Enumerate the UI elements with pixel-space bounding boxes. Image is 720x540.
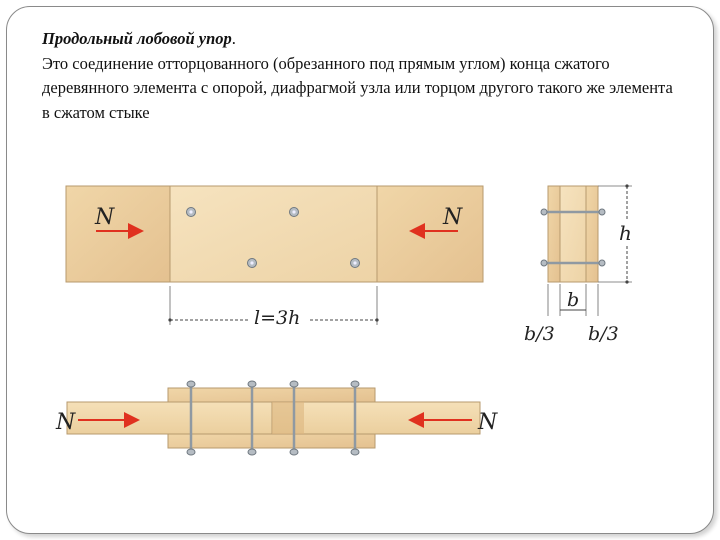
overlay-plate — [170, 186, 377, 282]
overlay-plate-top — [168, 388, 375, 402]
force-label-right: N — [443, 205, 463, 230]
right-beam-end — [377, 186, 483, 282]
force-label-left: N — [95, 205, 115, 230]
overlay-plate-bottom — [168, 434, 375, 448]
side-plate-left — [548, 186, 560, 282]
left-beam-side — [67, 402, 272, 434]
slide-title: Продольный лобовой упор — [42, 29, 232, 48]
bolt-head — [351, 259, 360, 268]
offset-label-right: b/3 — [588, 323, 619, 345]
bolt-head — [187, 208, 196, 217]
bolt-head — [290, 208, 299, 217]
height-label: h — [619, 221, 632, 245]
cross-section — [524, 186, 637, 345]
force-label-side-right: N — [478, 410, 498, 435]
slide-body: Это соединение отторцованного (обрезанного под прямым углом) конца сжатого деревянного элемента с опорой, диафрагмой узла или торцом другого такого же элемента в сжатом стыке — [42, 53, 673, 122]
core-member — [560, 186, 586, 282]
left-beam-end — [66, 186, 170, 282]
bolt-head — [248, 259, 257, 268]
force-label-side-left: N — [56, 410, 76, 435]
width-label: b — [567, 289, 580, 311]
title-suffix: . — [231, 29, 236, 48]
side-plate-right — [586, 186, 598, 282]
offset-label-left: b/3 — [524, 323, 555, 345]
side-view — [55, 381, 498, 455]
top-view — [66, 186, 483, 329]
length-label: l=3h — [254, 307, 301, 329]
